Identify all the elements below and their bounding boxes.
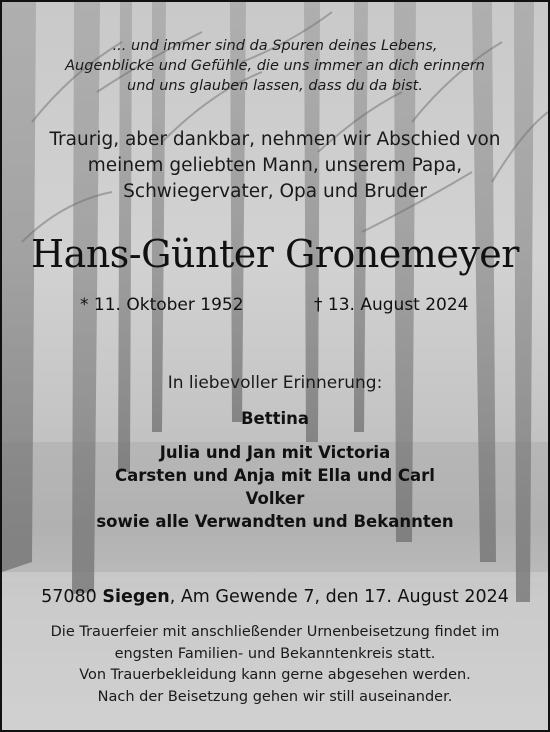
mourner-spouse: Bettina	[240, 409, 310, 428]
birth-date: * 11. Oktober 1952	[80, 295, 244, 315]
mourner-line: sowie alle Verwandten und Bekannten	[96, 512, 454, 531]
intro-line: meinem geliebten Mann, unserem Papa,	[87, 155, 463, 176]
address-rest: , Am Gewende 7, den 17. August 2024	[169, 587, 509, 607]
intro-line: Schwiegervater, Opa und Bruder	[123, 181, 427, 202]
mourner-line: Volker	[245, 489, 305, 508]
city: Siegen	[102, 587, 170, 607]
mourners-list	[2, 441, 548, 533]
quote-line: und uns glauben lassen, dass du da bist.	[127, 78, 423, 94]
farewell-intro	[2, 127, 548, 205]
memory-heading: In liebevoller Erinnerung:	[167, 373, 383, 393]
note-line: Von Trauerbekleidung kann gerne abgesehen werden.	[79, 667, 471, 683]
death-date: † 13. August 2024	[314, 295, 469, 315]
ceremony-notes	[2, 622, 548, 708]
postal-code: 57080	[41, 587, 103, 607]
mourner-line: Carsten und Anja mit Ella und Carl	[115, 466, 435, 485]
quote-line: Augenblicke und Gefühle, die uns immer an dich erinnern	[65, 58, 485, 74]
quote-line: ... und immer sind da Spuren deines Lebens,	[112, 38, 438, 54]
deceased-name: Hans-Günter Gronemeyer	[31, 232, 519, 276]
forest-background-image	[2, 2, 548, 730]
note-line: engsten Familien- und Bekanntenkreis statt.	[114, 645, 436, 662]
mourner-line: Julia und Jan mit Victoria	[159, 443, 391, 462]
address-line	[2, 587, 548, 607]
note-line: Die Trauerfeier mit anschließender Urnenbeisetzung findet im	[50, 624, 500, 640]
intro-line: Traurig, aber dankbar, nehmen wir Abschied von	[49, 129, 501, 150]
memorial-quote	[2, 36, 548, 96]
note-line: Nach der Beisetzung gehen wir still auseinander.	[97, 688, 453, 705]
